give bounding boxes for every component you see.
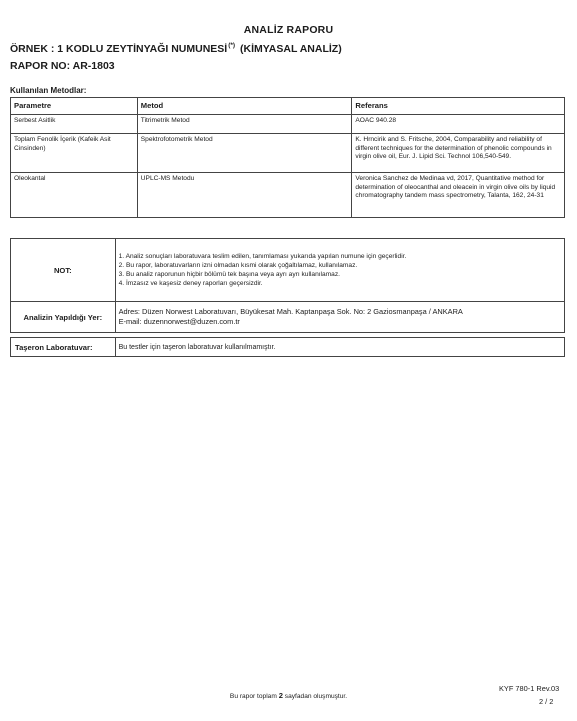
notes-row	[11, 239, 565, 302]
analysis-type: (KİMYASAL ANALİZ)	[240, 43, 342, 55]
location-value	[115, 302, 564, 333]
reference-cell: K. Hrncirik and S. Fritsche, 2004, Comparability and reliability of different techniques for the determination of phenolic compounds in virgin olive oil, Eur. J. Lipid Sci. Technol 106,540-549.	[352, 134, 565, 173]
sample-line	[10, 42, 342, 55]
location-row	[11, 302, 565, 333]
reference-cell: AOAC 940.28	[352, 115, 565, 134]
report-number: RAPOR NO: AR-1803	[10, 60, 115, 72]
subcontractor-value: Bu testler için taşeron laboratuvar kullanılmamıştır.	[115, 338, 564, 357]
page-indicator: 2 / 2	[539, 697, 554, 706]
sample-name: ÖRNEK : 1 KODLU ZEYTİNYAĞI NUMUNESİ	[10, 43, 228, 55]
subcontractor-label: Taşeron Laboratuvar:	[11, 338, 116, 357]
methods-table	[10, 97, 565, 218]
form-code: KYF 780-1 Rev.03	[499, 684, 560, 693]
column-header-reference: Referans	[352, 98, 565, 115]
page-count-total: 2	[278, 691, 283, 700]
table-row	[11, 134, 565, 173]
parameter-cell: Oleokantal	[11, 173, 138, 218]
parameter-cell: Toplam Fenolik İçerik (Kafeik Asit Cinsinden)	[11, 134, 138, 173]
column-header-parameter: Parametre	[11, 98, 138, 115]
note-line: 1. Analiz sonuçları laboratuvara teslim edilen, tanımlaması yukarıda yapılan numune için geçerlidir.	[118, 252, 407, 260]
methods-header-row	[11, 98, 565, 115]
notes-label: NOT:	[11, 239, 116, 302]
notes-table	[10, 238, 565, 357]
column-header-method: Metod	[137, 98, 352, 115]
table-row	[11, 115, 565, 134]
method-cell: Spektrofotometrik Metod	[137, 134, 352, 173]
method-cell: Titrimetrik Metod	[137, 115, 352, 134]
page-count-note	[0, 691, 577, 700]
parameter-cell: Serbest Asitlik	[11, 115, 138, 134]
note-line: 3. Bu analiz raporunun hiçbir bölümü tek başına veya ayrı ayrı kullanılamaz.	[118, 271, 340, 278]
footnote-mark: (*)	[228, 42, 236, 49]
document-title: ANALİZ RAPORU	[243, 24, 334, 36]
methods-heading: Kullanılan Metodlar:	[10, 86, 87, 95]
note-line: 2. Bu rapor, laboratuvarların izni olmadan kısmi olarak çoğaltılamaz, kullanılamaz.	[118, 261, 358, 269]
reference-cell: Veronica Sanchez de Medinaa vd, 2017, Quantitative method for determination of oleocanthal and oleacein in virgin olive oils by liquid chromatography tandem mass spectrometry, Talanta, 162, 24-31	[352, 173, 565, 218]
note-line: 4. İmzasız ve kaşesiz deney raporları geçersizdir.	[118, 280, 263, 288]
page-count-prefix: Bu rapor toplam	[229, 693, 277, 700]
location-label: Analizin Yapıldığı Yer:	[11, 302, 116, 333]
email-text: E-mail: duzennorwest@duzen.com.tr	[118, 317, 240, 326]
subcontractor-row	[11, 338, 565, 357]
notes-list	[115, 239, 564, 302]
method-cell: UPLC-MS Metodu	[137, 173, 352, 218]
table-row	[11, 173, 565, 218]
page-count-suffix: sayfadan oluşmuştur.	[284, 693, 348, 700]
address-text: Adres: Düzen Norwest Laboratuvarı, Büyükesat Mah. Kaptanpaşa Sok. No: 2 Gaziosmanpaşa / ANKARA	[118, 307, 463, 317]
